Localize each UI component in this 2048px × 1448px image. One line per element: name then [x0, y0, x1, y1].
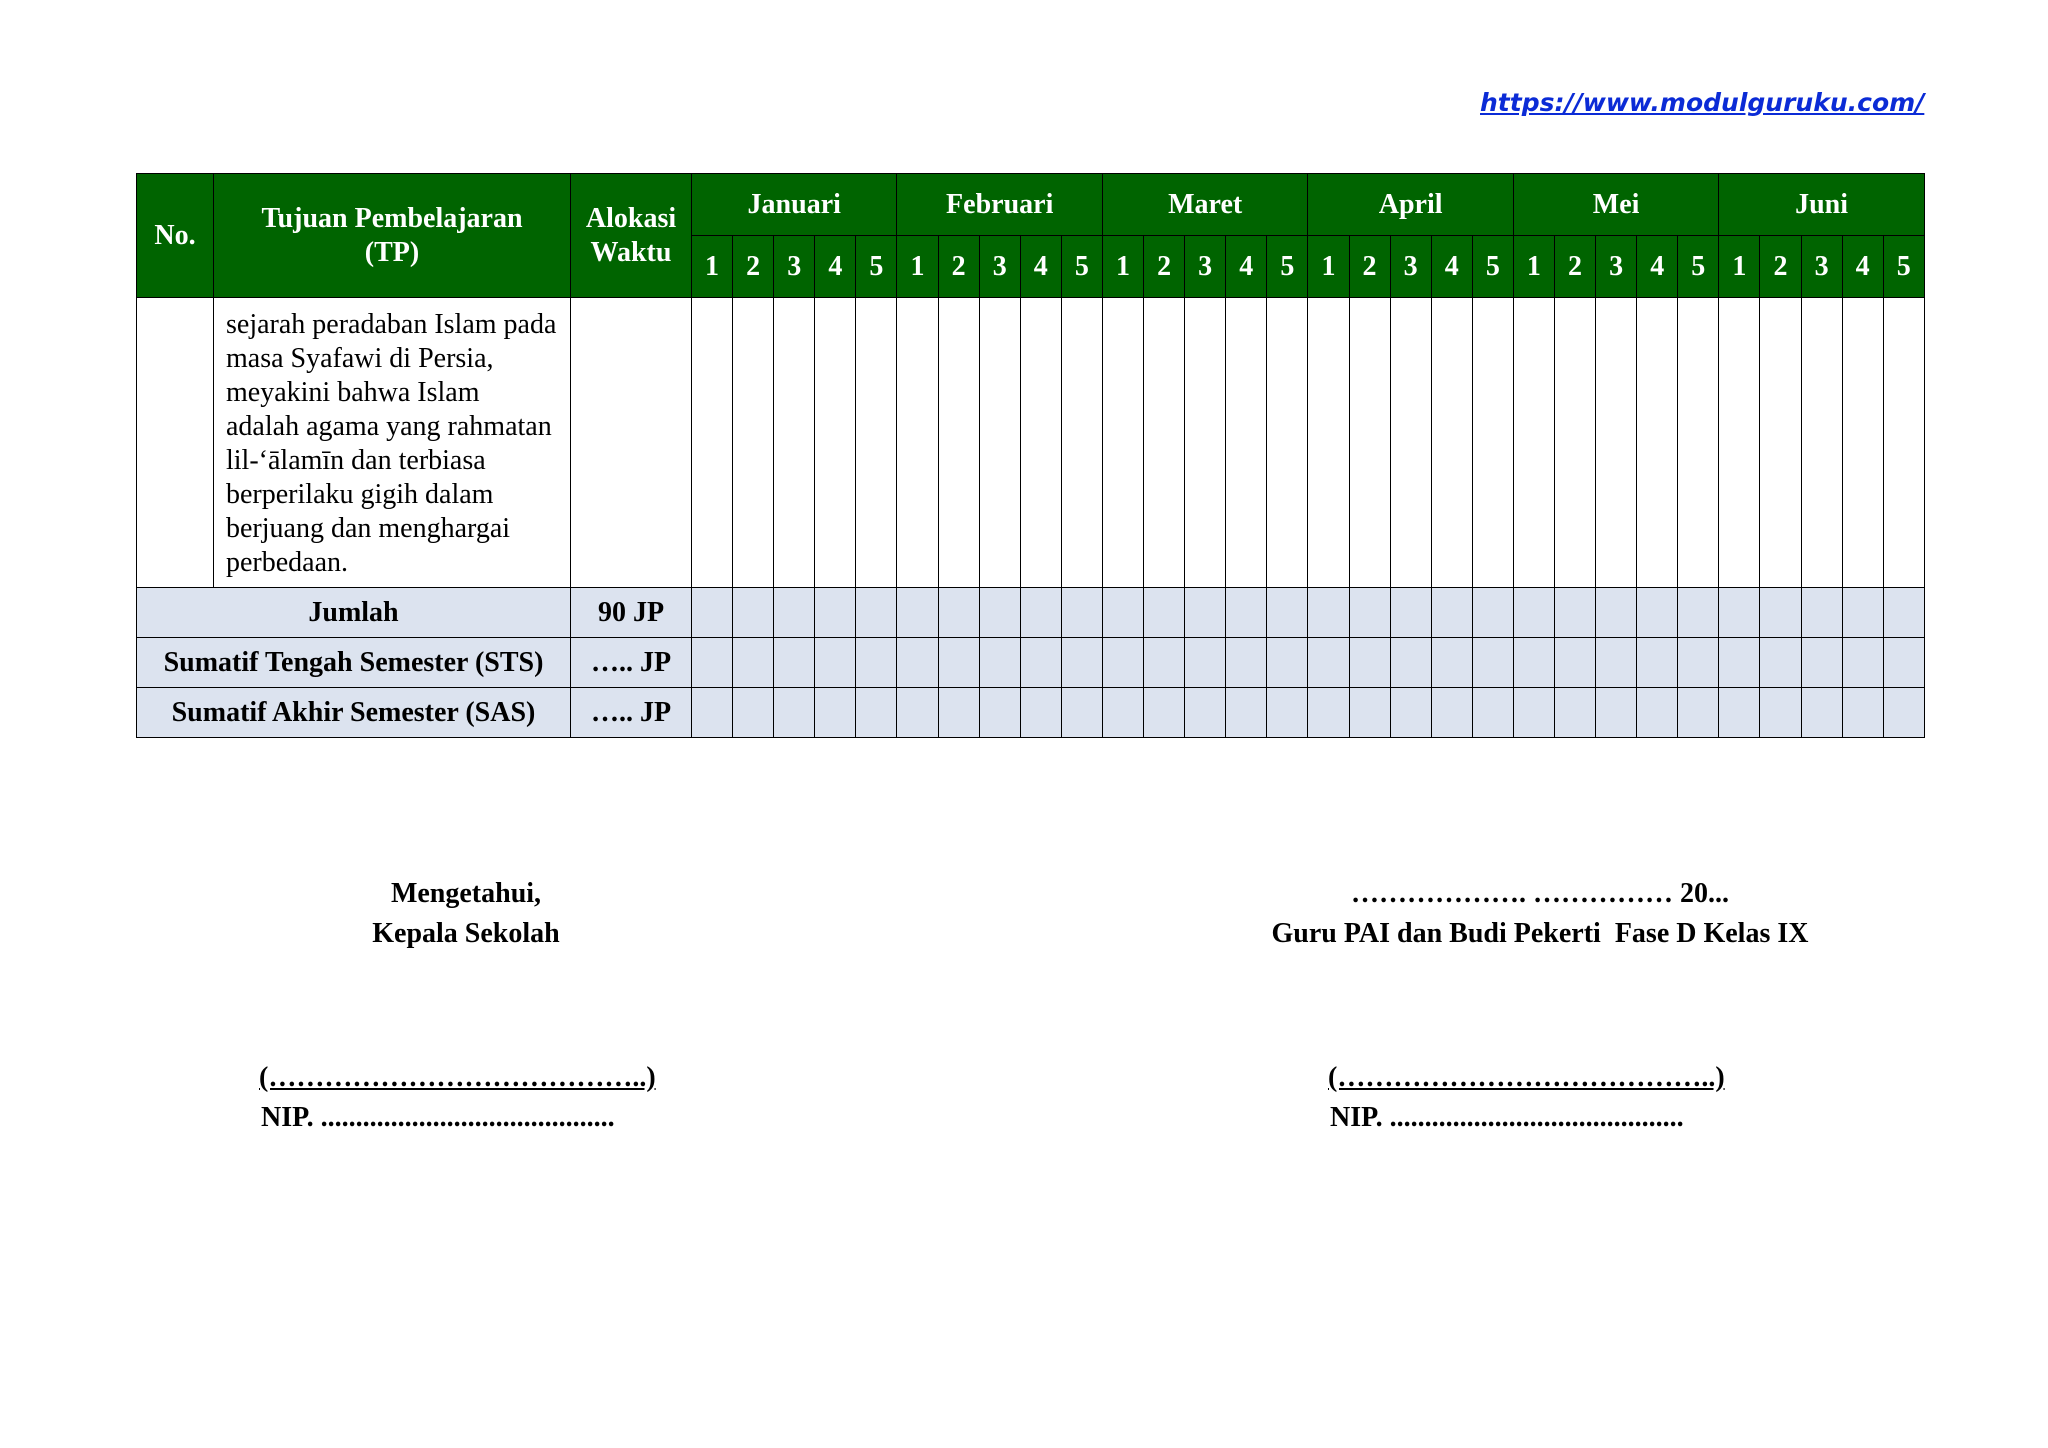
- summary-week-cell: [1349, 688, 1390, 738]
- summary-label: Sumatif Akhir Semester (SAS): [137, 688, 571, 738]
- summary-week-cell: [733, 688, 774, 738]
- week-cell: [1719, 298, 1760, 588]
- summary-week-cell: [1144, 638, 1185, 688]
- week-header-april-5: 5: [1472, 236, 1513, 298]
- summary-week-cell: [1308, 638, 1349, 688]
- summary-week-cell: [1390, 688, 1431, 738]
- week-header-januari-5: 5: [856, 236, 897, 298]
- summary-week-cell: [1719, 688, 1760, 738]
- summary-week-cell: [1513, 638, 1554, 688]
- summary-week-cell: [1431, 688, 1472, 738]
- summary-week-cell: [1061, 588, 1102, 638]
- week-header-mei-5: 5: [1678, 236, 1719, 298]
- week-cell: [774, 298, 815, 588]
- month-header-maret: Maret: [1102, 174, 1307, 236]
- week-cell: [1678, 298, 1719, 588]
- summary-week-cell: [1678, 588, 1719, 638]
- tujuan-pembelajaran-text: sejarah peradaban Islam pada masa Syafawi di Persia, meyakini bahwa Islam adalah agama yang rahmatan lil-‘ālamīn dan terbiasa berperilaku gigih dalam berjuang dan menghargai perbedaan.: [214, 298, 571, 588]
- schedule-table: [136, 173, 1925, 738]
- summary-week-cell: [1102, 588, 1143, 638]
- row-number: [137, 298, 214, 588]
- summary-week-cell: [1554, 688, 1595, 738]
- summary-week-cell: [1554, 638, 1595, 688]
- summary-week-cell: [1637, 638, 1678, 688]
- summary-week-cell: [1390, 638, 1431, 688]
- summary-week-cell: [733, 588, 774, 638]
- summary-week-cell: [1637, 588, 1678, 638]
- week-cell: [856, 298, 897, 588]
- week-cell: [1883, 298, 1924, 588]
- summary-week-cell: [815, 638, 856, 688]
- summary-week-cell: [692, 588, 733, 638]
- week-header-januari-2: 2: [733, 236, 774, 298]
- summary-week-cell: [856, 688, 897, 738]
- summary-week-cell: [1144, 688, 1185, 738]
- summary-week-cell: [692, 688, 733, 738]
- week-cell: [1308, 298, 1349, 588]
- summary-value: ….. JP: [571, 638, 692, 688]
- header-alokasi-waktu: Alokasi Waktu: [571, 174, 692, 298]
- summary-week-cell: [774, 688, 815, 738]
- summary-week-cell: [815, 688, 856, 738]
- week-header-februari-4: 4: [1020, 236, 1061, 298]
- summary-week-cell: [1267, 588, 1308, 638]
- week-header-januari-3: 3: [774, 236, 815, 298]
- week-header-februari-2: 2: [938, 236, 979, 298]
- summary-week-cell: [897, 588, 938, 638]
- summary-week-cell: [1801, 688, 1842, 738]
- summary-value: ….. JP: [571, 688, 692, 738]
- right-signature-block: [1240, 874, 1840, 954]
- summary-week-cell: [815, 588, 856, 638]
- week-cell: [1267, 298, 1308, 588]
- week-cell: [1637, 298, 1678, 588]
- left-signature-nip: NIP. ..........................................: [261, 1102, 615, 1133]
- summary-week-cell: [1020, 588, 1061, 638]
- week-cell: [1390, 298, 1431, 588]
- summary-week-cell: [979, 588, 1020, 638]
- summary-week-cell: [1760, 688, 1801, 738]
- summary-week-cell: [1308, 588, 1349, 638]
- right-signature-line1: ………………. …………… 20...: [1351, 878, 1729, 909]
- summary-week-cell: [1431, 638, 1472, 688]
- summary-week-cell: [1226, 688, 1267, 738]
- header-no: No.: [137, 174, 214, 298]
- week-cell: [692, 298, 733, 588]
- summary-week-cell: [1144, 588, 1185, 638]
- right-signature-line2: Guru PAI dan Budi Pekerti Fase D Kelas IX: [1271, 918, 1809, 949]
- summary-week-cell: [1020, 638, 1061, 688]
- summary-week-cell: [1678, 688, 1719, 738]
- website-link[interactable]: https://www.modulguruku.com/: [1480, 88, 1925, 117]
- summary-week-cell: [1472, 688, 1513, 738]
- summary-week-cell: [1719, 588, 1760, 638]
- week-cell: [1020, 298, 1061, 588]
- week-header-april-2: 2: [1349, 236, 1390, 298]
- week-header-februari-3: 3: [979, 236, 1020, 298]
- left-signature-name: (…………………………………..): [259, 1062, 656, 1093]
- summary-week-cell: [979, 638, 1020, 688]
- week-header-mei-3: 3: [1596, 236, 1637, 298]
- summary-week-cell: [1760, 638, 1801, 688]
- week-cell: [733, 298, 774, 588]
- summary-week-cell: [1308, 688, 1349, 738]
- month-header-februari: Februari: [897, 174, 1102, 236]
- summary-week-cell: [938, 688, 979, 738]
- summary-week-cell: [733, 638, 774, 688]
- summary-week-cell: [1842, 638, 1883, 688]
- week-cell: [1431, 298, 1472, 588]
- summary-week-cell: [1842, 688, 1883, 738]
- week-header-maret-2: 2: [1144, 236, 1185, 298]
- week-cell: [1842, 298, 1883, 588]
- month-header-januari: Januari: [692, 174, 897, 236]
- week-header-maret-1: 1: [1102, 236, 1143, 298]
- summary-week-cell: [1513, 688, 1554, 738]
- summary-week-cell: [1472, 638, 1513, 688]
- summary-week-cell: [1102, 638, 1143, 688]
- summary-week-cell: [1719, 638, 1760, 688]
- summary-week-cell: [938, 588, 979, 638]
- summary-row: [137, 688, 1925, 738]
- week-cell: [1144, 298, 1185, 588]
- week-header-juni-3: 3: [1801, 236, 1842, 298]
- week-cell: [815, 298, 856, 588]
- week-cell: [979, 298, 1020, 588]
- week-header-juni-2: 2: [1760, 236, 1801, 298]
- summary-week-cell: [1596, 638, 1637, 688]
- left-signature-block: [266, 874, 666, 954]
- summary-week-cell: [1349, 638, 1390, 688]
- right-signature-nip: NIP. ..........................................: [1330, 1102, 1684, 1133]
- summary-week-cell: [1554, 588, 1595, 638]
- summary-week-cell: [979, 688, 1020, 738]
- week-cell: [1596, 298, 1637, 588]
- summary-week-cell: [1883, 688, 1924, 738]
- left-signature-line2: Kepala Sekolah: [372, 918, 560, 949]
- summary-week-cell: [1431, 588, 1472, 638]
- summary-week-cell: [1061, 688, 1102, 738]
- week-header-mei-1: 1: [1513, 236, 1554, 298]
- summary-week-cell: [1226, 588, 1267, 638]
- week-header-maret-5: 5: [1267, 236, 1308, 298]
- month-header-april: April: [1308, 174, 1513, 236]
- summary-week-cell: [1801, 638, 1842, 688]
- week-cell: [1349, 298, 1390, 588]
- summary-week-cell: [1390, 588, 1431, 638]
- summary-week-cell: [774, 638, 815, 688]
- week-header-januari-1: 1: [692, 236, 733, 298]
- summary-week-cell: [1185, 688, 1226, 738]
- summary-week-cell: [692, 638, 733, 688]
- week-cell: [1102, 298, 1143, 588]
- summary-week-cell: [1185, 588, 1226, 638]
- week-header-april-4: 4: [1431, 236, 1472, 298]
- week-cell: [1226, 298, 1267, 588]
- summary-label: Jumlah: [137, 588, 571, 638]
- header-tujuan-pembelajaran: Tujuan Pembelajaran (TP): [214, 174, 571, 298]
- summary-week-cell: [897, 688, 938, 738]
- summary-row: [137, 588, 1925, 638]
- left-signature-line1: Mengetahui,: [390, 878, 542, 909]
- summary-week-cell: [1226, 638, 1267, 688]
- summary-week-cell: [774, 588, 815, 638]
- week-header-februari-1: 1: [897, 236, 938, 298]
- month-header-juni: Juni: [1719, 174, 1924, 236]
- summary-week-cell: [938, 638, 979, 688]
- alokasi-waktu-value: [571, 298, 692, 588]
- week-cell: [1760, 298, 1801, 588]
- summary-week-cell: [1020, 688, 1061, 738]
- summary-week-cell: [1801, 588, 1842, 638]
- week-cell: [897, 298, 938, 588]
- week-header-april-3: 3: [1390, 236, 1431, 298]
- week-cell: [1513, 298, 1554, 588]
- summary-week-cell: [1883, 638, 1924, 688]
- week-header-mei-4: 4: [1637, 236, 1678, 298]
- summary-week-cell: [1883, 588, 1924, 638]
- summary-week-cell: [1760, 588, 1801, 638]
- summary-week-cell: [1185, 638, 1226, 688]
- summary-week-cell: [1102, 688, 1143, 738]
- week-header-april-1: 1: [1308, 236, 1349, 298]
- summary-value: 90 JP: [571, 588, 692, 638]
- summary-week-cell: [856, 638, 897, 688]
- week-header-februari-5: 5: [1061, 236, 1102, 298]
- right-signature-name: (…………………………………..): [1328, 1062, 1725, 1093]
- summary-week-cell: [1842, 588, 1883, 638]
- summary-week-cell: [1472, 588, 1513, 638]
- week-cell: [1472, 298, 1513, 588]
- summary-label: Sumatif Tengah Semester (STS): [137, 638, 571, 688]
- week-cell: [1185, 298, 1226, 588]
- month-header-mei: Mei: [1513, 174, 1718, 236]
- week-cell: [1554, 298, 1595, 588]
- summary-week-cell: [1637, 688, 1678, 738]
- week-header-maret-4: 4: [1226, 236, 1267, 298]
- summary-week-cell: [897, 638, 938, 688]
- week-cell: [1061, 298, 1102, 588]
- summary-week-cell: [856, 588, 897, 638]
- week-header-juni-1: 1: [1719, 236, 1760, 298]
- week-header-januari-4: 4: [815, 236, 856, 298]
- week-header-juni-4: 4: [1842, 236, 1883, 298]
- summary-week-cell: [1596, 588, 1637, 638]
- summary-row: [137, 638, 1925, 688]
- summary-week-cell: [1596, 688, 1637, 738]
- summary-week-cell: [1267, 638, 1308, 688]
- week-header-mei-2: 2: [1554, 236, 1595, 298]
- week-cell: [938, 298, 979, 588]
- summary-week-cell: [1349, 588, 1390, 638]
- summary-week-cell: [1061, 638, 1102, 688]
- week-header-juni-5: 5: [1883, 236, 1924, 298]
- week-header-maret-3: 3: [1185, 236, 1226, 298]
- summary-week-cell: [1513, 588, 1554, 638]
- summary-week-cell: [1678, 638, 1719, 688]
- week-cell: [1801, 298, 1842, 588]
- summary-week-cell: [1267, 688, 1308, 738]
